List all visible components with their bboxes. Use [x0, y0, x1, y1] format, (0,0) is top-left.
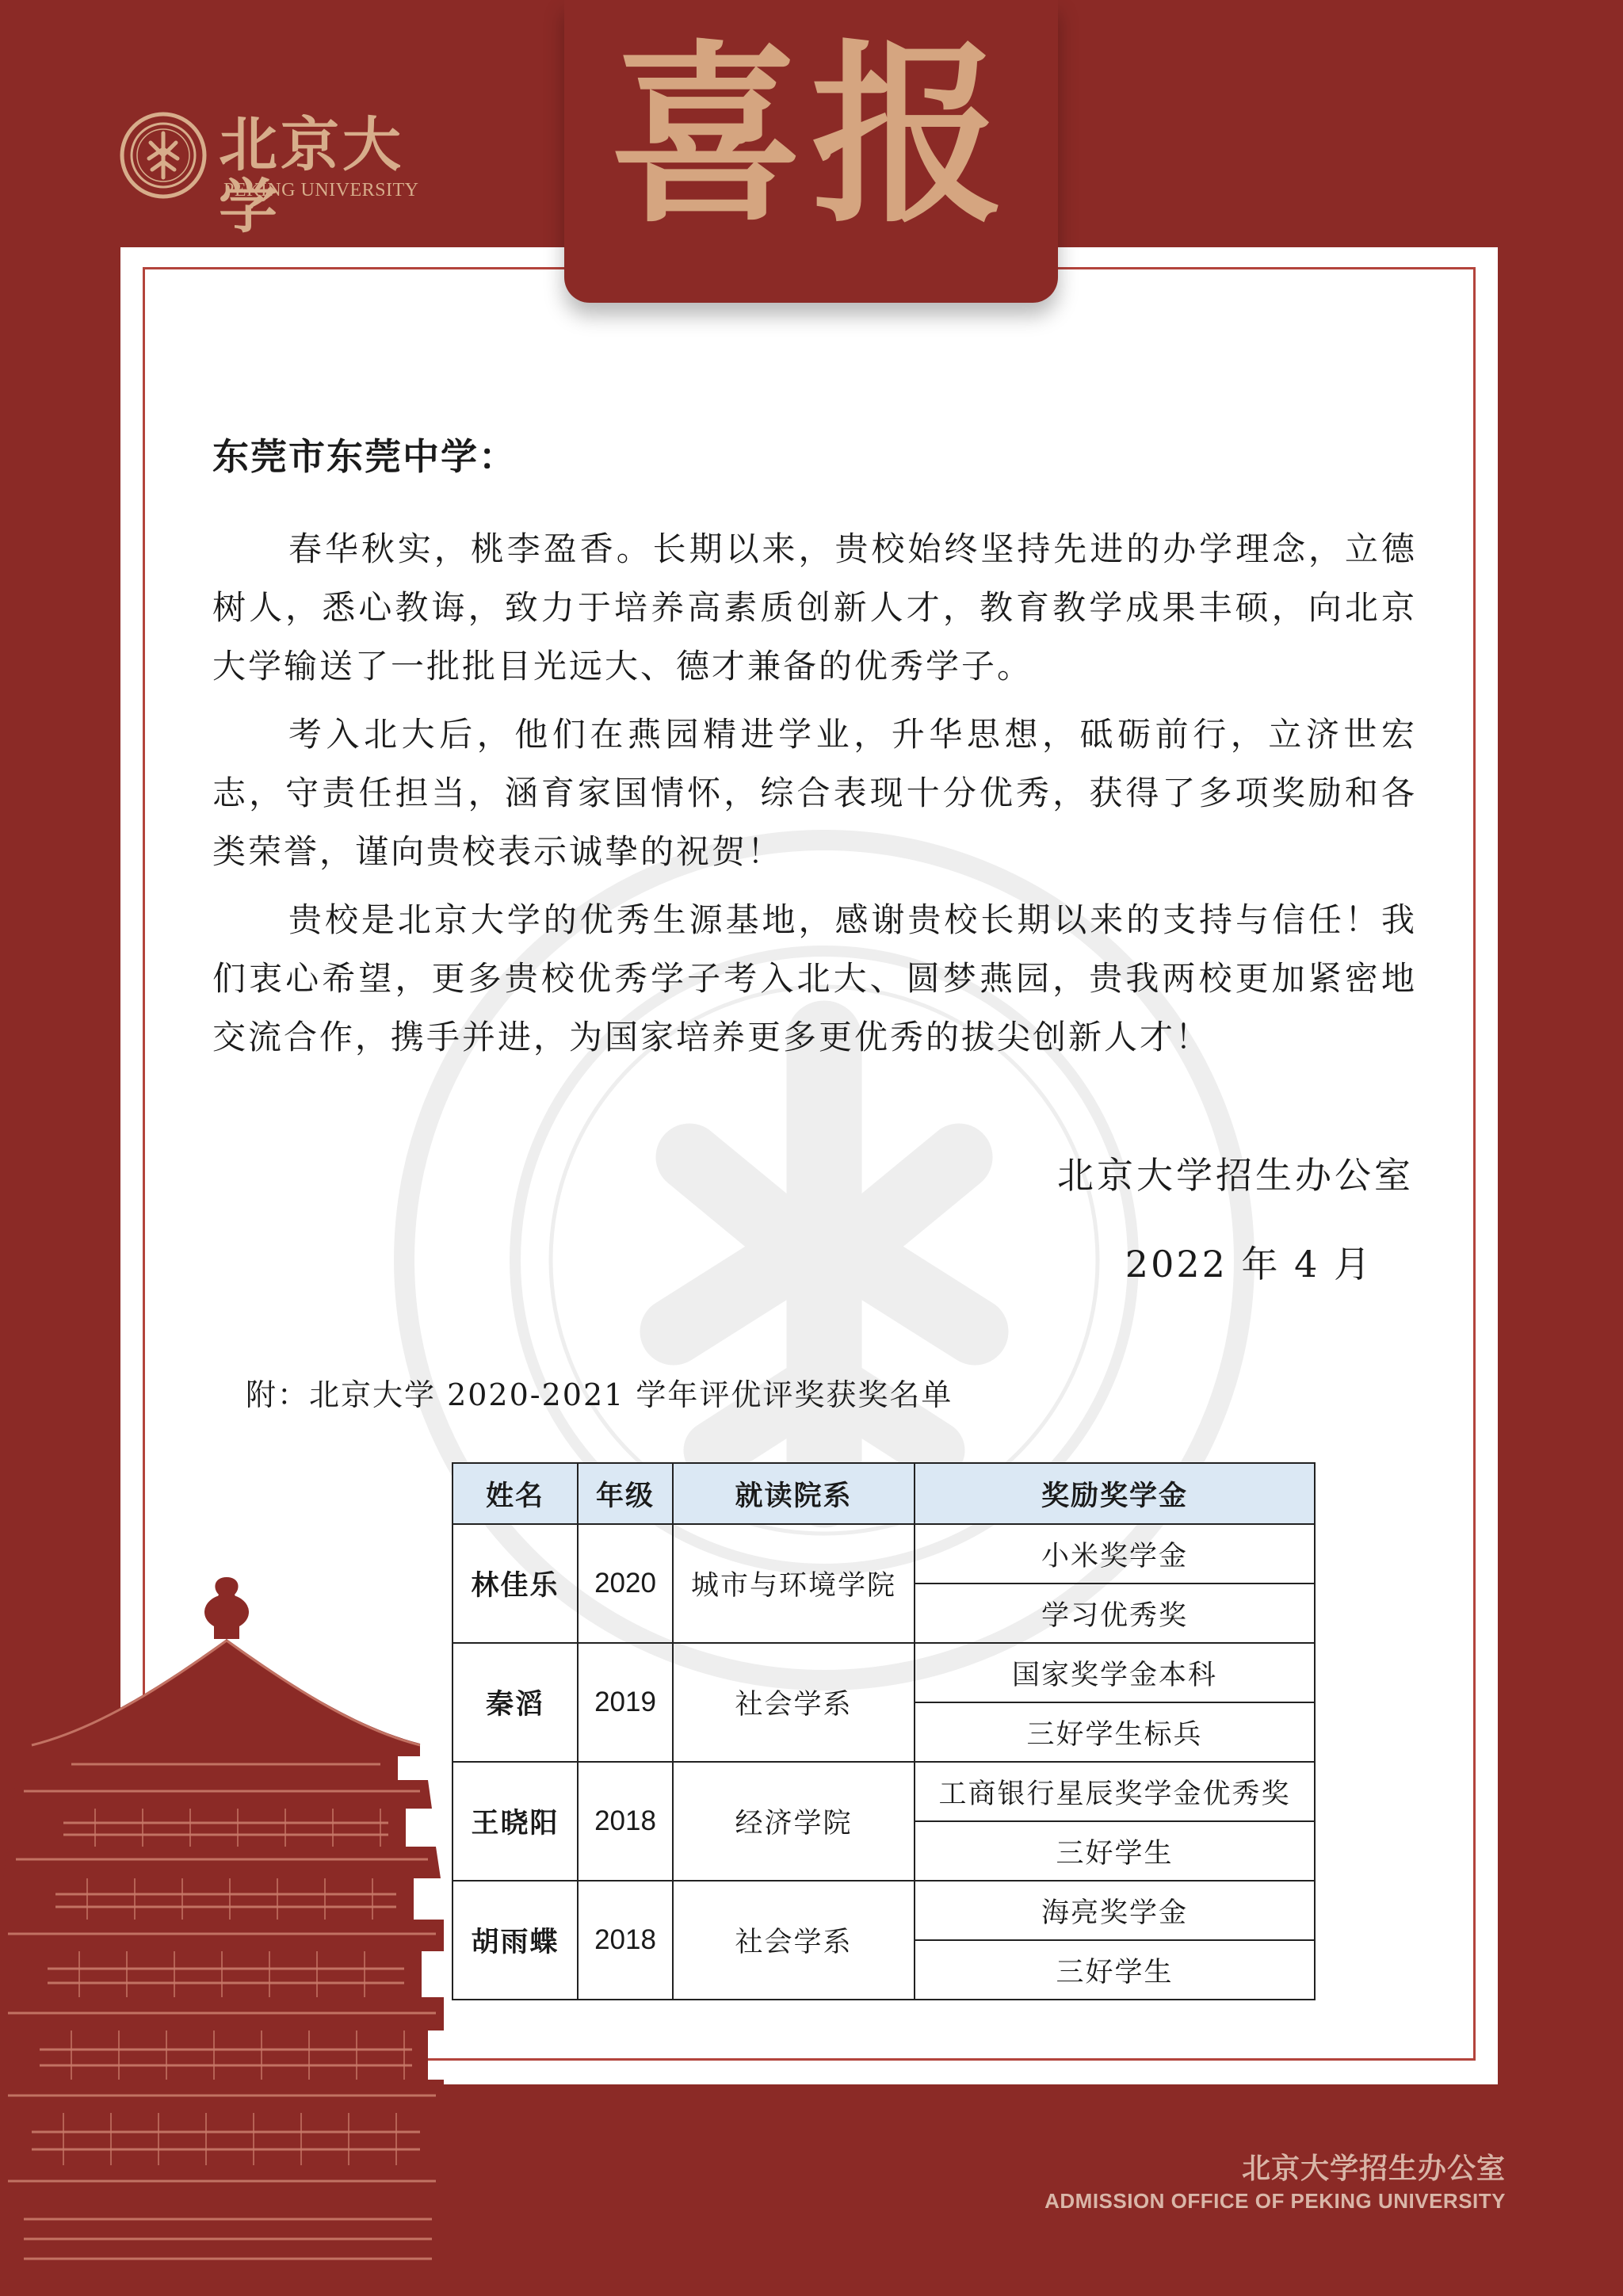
university-logo [119, 111, 436, 241]
paragraph-3: 贵校是北京大学的优秀生源基地，感谢贵校长期以来的支持与信任！我们衷心希望，更多贵校优秀学子考入北大、圆梦燕园，贵我两校更加紧密地交流合作，携手并进，为国家培养更多更优秀的拔尖创新人才！ [212, 900, 1417, 1056]
student-name: 秦滔 [453, 1643, 578, 1762]
pagoda-icon [0, 1577, 444, 2296]
student-year: 2020 [578, 1524, 673, 1643]
page-title: 喜报 [609, 24, 1013, 249]
university-seal-icon [119, 111, 208, 200]
student-year: 2019 [578, 1643, 673, 1762]
header-department: 就读院系 [673, 1463, 915, 1524]
header-year: 年级 [578, 1463, 673, 1524]
student-name: 胡雨蝶 [453, 1881, 578, 2000]
student-year: 2018 [578, 1881, 673, 2000]
award-item: 小米奖学金 [915, 1524, 1315, 1584]
header-name: 姓名 [453, 1463, 578, 1524]
salutation: 东莞市东莞中学： [212, 435, 517, 478]
award-item: 三好学生 [915, 1821, 1315, 1881]
award-item: 国家奖学金本科 [915, 1643, 1315, 1702]
title-banner [564, 0, 1058, 303]
letter-date: 2022 年 4 月 [1125, 1243, 1373, 1286]
student-name: 王晓阳 [453, 1762, 578, 1881]
header-awards: 奖励奖学金 [915, 1463, 1315, 1524]
award-item: 学习优秀奖 [915, 1584, 1315, 1643]
table-row [453, 1881, 1315, 1940]
table-row [453, 1762, 1315, 1821]
table-row [453, 1524, 1315, 1584]
student-department: 经济学院 [673, 1762, 915, 1881]
award-item: 海亮奖学金 [915, 1881, 1315, 1940]
award-item: 工商银行星辰奖学金优秀奖 [915, 1762, 1315, 1821]
award-item: 三好学生 [915, 1940, 1315, 2000]
footer-office-cn: 北京大学招生办公室 [1241, 2153, 1506, 2185]
student-department: 社会学系 [673, 1881, 915, 2000]
paragraph-1: 春华秋实，桃李盈香。长期以来，贵校始终坚持先进的办学理念，立德树人，悉心教诲，致力于培养高素质创新人才，教育教学成果丰硕，向北京大学输送了一批批目光远大、德才兼备的优秀学子。 [212, 529, 1417, 686]
footer-office-en: ADMISSION OFFICE OF PEKING UNIVERSITY [1044, 2189, 1506, 2213]
student-name: 林佳乐 [453, 1524, 578, 1643]
award-item: 三好学生标兵 [915, 1702, 1315, 1762]
logo-chinese-name: 北京大学 [219, 111, 404, 241]
student-department: 社会学系 [673, 1643, 915, 1762]
paragraph-2: 考入北大后，他们在燕园精进学业，升华思想，砥砺前行，立济世宏志，守责任担当，涵育家国情怀，综合表现十分优秀，获得了多项奖励和各类荣誉，谨向贵校表示诚挚的祝贺！ [212, 715, 1417, 871]
table-header-row [453, 1463, 1315, 1524]
award-table [452, 1462, 1316, 2000]
student-year: 2018 [578, 1762, 673, 1881]
table-row [453, 1643, 1315, 1702]
student-department: 城市与环境学院 [673, 1524, 915, 1643]
signer: 北京大学招生办公室 [1057, 1154, 1414, 1197]
logo-english-name: PEKING UNIVERSITY [223, 180, 419, 201]
appendix-caption: 附：北京大学 2020-2021 学年评优评奖获奖名单 [246, 1377, 953, 1412]
